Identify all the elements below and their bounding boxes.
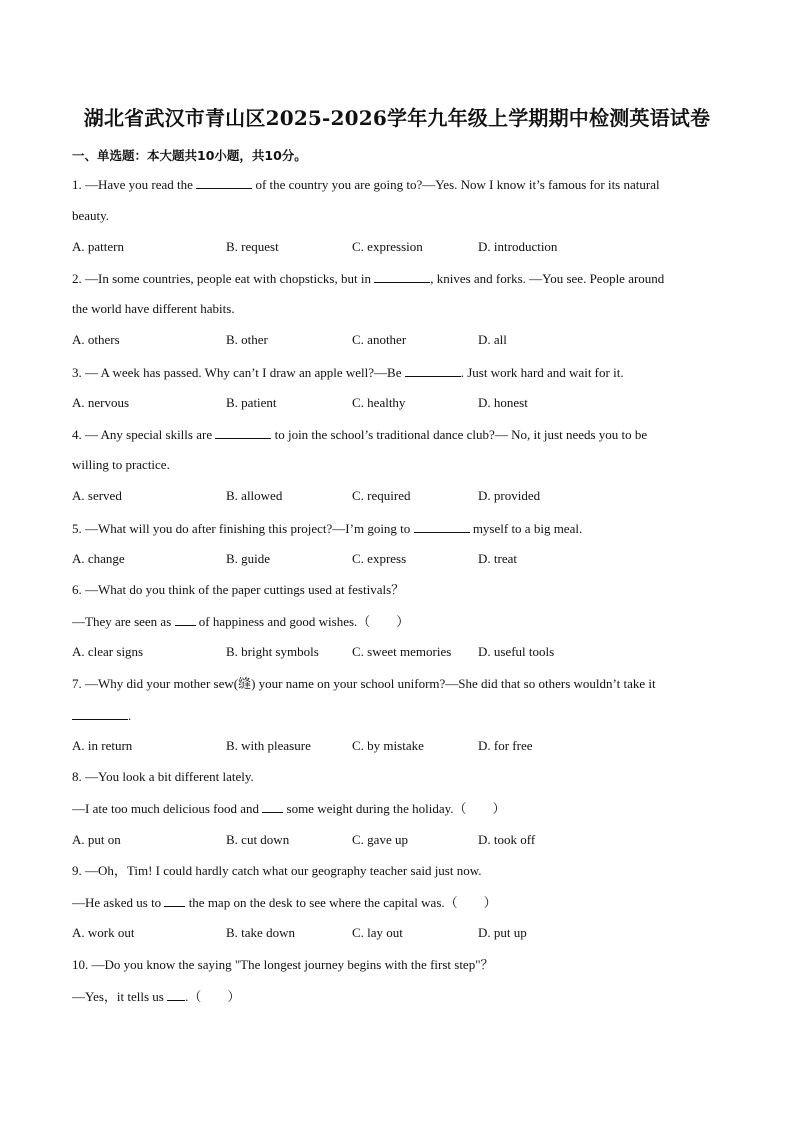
question-1-line-2: beauty. <box>72 208 110 223</box>
q2-option-c: C. another <box>352 332 407 347</box>
q1-option-b: B. request <box>226 239 279 254</box>
q9-option-c: C. lay out <box>352 925 403 940</box>
q8-option-a: A. put on <box>72 832 121 847</box>
question-7-line-2: . <box>72 707 722 724</box>
q9-option-b: B. take down <box>226 925 295 940</box>
q5-option-d: D. treat <box>478 551 517 566</box>
q6-option-b: B. bright symbols <box>226 644 319 659</box>
q1-option-a: A. pattern <box>72 239 124 254</box>
q3-option-d: D. honest <box>478 395 528 410</box>
question-8-line-1: 8. —You look a bit different lately. <box>72 769 254 784</box>
q4-option-d: D. provided <box>478 488 541 503</box>
q9-option-a: A. work out <box>72 925 135 940</box>
question-2-line-2: the world have different habits. <box>72 301 235 316</box>
answer-blank <box>164 894 185 907</box>
q5-option-c: C. express <box>352 551 407 566</box>
section-heading: 一、单选题：本大题共10小题，共10分。 <box>72 148 307 163</box>
question-8-line-2: —I ate too much delicious food and some weight during the holiday.（ ） <box>72 801 506 816</box>
q1-option-c: C. expression <box>352 239 423 254</box>
exam-title: 湖北省武汉市青山区2025-2026学年九年级上学期期中检测英语试卷 <box>83 106 711 130</box>
answer-blank <box>196 176 252 189</box>
q8-option-b: B. cut down <box>226 832 290 847</box>
question-1-line-1: 1. —Have you read the of the country you are going to?—Yes. Now I know it’s famous for its natural <box>72 177 660 192</box>
q4-option-b: B. allowed <box>226 488 283 503</box>
answer-blank <box>374 270 430 283</box>
answer-blank <box>72 707 128 720</box>
q3-option-c: C. healthy <box>352 395 406 410</box>
q3-option-a: A. nervous <box>72 395 130 410</box>
q4-option-c: C. required <box>352 488 411 503</box>
q7-option-a: A. in return <box>72 738 133 753</box>
q6-option-a: A. clear signs <box>72 644 144 659</box>
question-4-line-1: 4. — Any special skills are to join the school’s traditional dance club?— No, it just needs you to be <box>72 427 648 442</box>
answer-blank <box>175 613 196 626</box>
q5-option-b: B. guide <box>226 551 271 566</box>
q9-option-d: D. put up <box>478 925 527 940</box>
q7-option-d: D. for free <box>478 738 533 753</box>
question-6-line-1: 6. —What do you think of the paper cuttings used at festivals？ <box>72 582 405 597</box>
answer-blank <box>215 426 271 439</box>
q7-option-b: B. with pleasure <box>226 738 311 753</box>
q2-option-a: A. others <box>72 332 120 347</box>
question-4-line-2: willing to practice. <box>72 457 170 472</box>
question-9-line-2: —He asked us to the map on the desk to see where the capital was.（ ） <box>72 895 497 910</box>
answer-blank <box>167 988 185 1001</box>
answer-blank <box>405 364 461 377</box>
question-2-line-1: 2. —In some countries, people eat with chopsticks, but in , knives and forks. —You see. People around <box>72 271 665 286</box>
q5-option-a: A. change <box>72 551 125 566</box>
q2-option-b: B. other <box>226 332 268 347</box>
q3-option-b: B. patient <box>226 395 277 410</box>
question-7-line-1: 7. —Why did your mother sew(缝) your name on your school uniform?—She did that so others wouldn’t take it <box>72 676 656 691</box>
question-9-line-1: 9. —Oh，Tim! I could hardly catch what our geography teacher said just now. <box>72 863 482 878</box>
answer-blank <box>262 800 283 813</box>
question-10-line-1: 10. —Do you know the saying "The longest journey begins with the first step"？ <box>72 957 494 972</box>
q4-option-a: A. served <box>72 488 122 503</box>
q6-option-c: C. sweet memories <box>352 644 452 659</box>
q7-option-c: C. by mistake <box>352 738 424 753</box>
q8-option-d: D. took off <box>478 832 536 847</box>
answer-blank <box>414 520 470 533</box>
q1-option-d: D. introduction <box>478 239 558 254</box>
q2-option-d: D. all <box>478 332 507 347</box>
q6-option-d: D. useful tools <box>478 644 555 659</box>
question-3-line-1: 3. — A week has passed. Why can’t I draw an apple well?—Be . Just work hard and wait for it. <box>72 365 624 380</box>
q8-option-c: C. gave up <box>352 832 408 847</box>
question-10-line-2: —Yes，it tells us .（ ） <box>72 989 241 1004</box>
question-6-line-2: —They are seen as of happiness and good wishes.（ ） <box>72 614 410 629</box>
question-5-line-1: 5. —What will you do after finishing this project?—I’m going to myself to a big meal. <box>72 521 583 536</box>
